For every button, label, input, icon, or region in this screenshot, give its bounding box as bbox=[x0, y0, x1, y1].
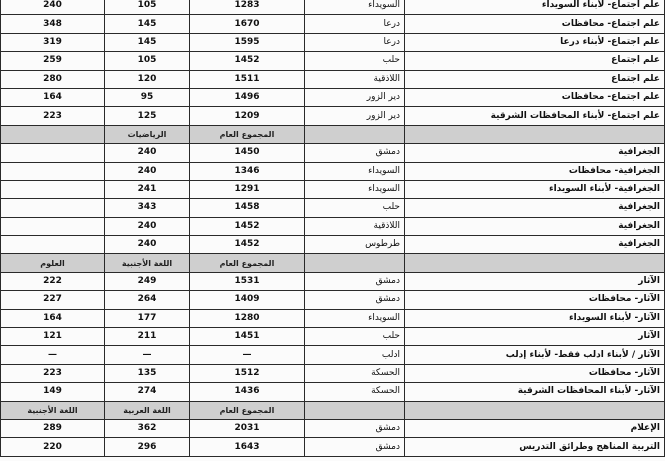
total-score: 1209 bbox=[190, 107, 305, 125]
total-score: 1511 bbox=[190, 70, 305, 88]
total-score: 1291 bbox=[190, 180, 305, 198]
table-row bbox=[1, 383, 665, 401]
total-score: 1458 bbox=[190, 199, 305, 217]
header-specialty bbox=[405, 125, 665, 143]
score-col-1: 105 bbox=[105, 52, 190, 70]
section-header-row bbox=[1, 401, 665, 419]
specialty: الآثار / لأبناء ادلب فقط- لأبناء إدلب bbox=[405, 346, 665, 364]
table-row bbox=[1, 33, 665, 51]
score-col-2: 280 bbox=[1, 70, 105, 88]
score-col-1: 241 bbox=[105, 180, 190, 198]
governorate: الحسكة bbox=[305, 364, 405, 382]
score-col-1: 249 bbox=[105, 272, 190, 290]
score-col-1: 343 bbox=[105, 199, 190, 217]
score-col-1: — bbox=[105, 346, 190, 364]
score-col-1: 362 bbox=[105, 419, 190, 437]
header-specialty bbox=[405, 401, 665, 419]
governorate: دمشق bbox=[305, 419, 405, 437]
specialty: الآثار- لأبناء السويداء bbox=[405, 309, 665, 327]
score-col-2 bbox=[1, 144, 105, 162]
score-col-1: 125 bbox=[105, 107, 190, 125]
specialty: الآثار- محافظات bbox=[405, 364, 665, 382]
score-col-2 bbox=[1, 217, 105, 235]
total-score: — bbox=[190, 346, 305, 364]
header-col-2: العلوم bbox=[1, 254, 105, 272]
governorate: حلب bbox=[305, 199, 405, 217]
governorate: اللاذقية bbox=[305, 70, 405, 88]
score-col-2: 220 bbox=[1, 438, 105, 456]
governorate: ادلب bbox=[305, 346, 405, 364]
table-row bbox=[1, 144, 665, 162]
total-score: 1452 bbox=[190, 52, 305, 70]
specialty: الجغرافية bbox=[405, 144, 665, 162]
specialty: علم اجتماع- محافظات bbox=[405, 88, 665, 106]
total-score: 1450 bbox=[190, 144, 305, 162]
table-row bbox=[1, 180, 665, 198]
table-row bbox=[1, 217, 665, 235]
total-score: 1670 bbox=[190, 15, 305, 33]
specialty: الآثار bbox=[405, 328, 665, 346]
specialty: علم اجتماع- محافظات bbox=[405, 15, 665, 33]
total-score: 1436 bbox=[190, 383, 305, 401]
governorate: اللاذقية bbox=[305, 217, 405, 235]
score-col-2: 289 bbox=[1, 419, 105, 437]
table-row bbox=[1, 272, 665, 290]
total-score: 1451 bbox=[190, 328, 305, 346]
governorate: حلب bbox=[305, 52, 405, 70]
specialty: علم اجتماع- لأبناء درعا bbox=[405, 33, 665, 51]
score-col-2: 222 bbox=[1, 272, 105, 290]
specialty: الإعلام bbox=[405, 419, 665, 437]
total-score: 1512 bbox=[190, 364, 305, 382]
table-row bbox=[1, 15, 665, 33]
score-col-1: 240 bbox=[105, 144, 190, 162]
table-row bbox=[1, 236, 665, 254]
governorate: السويداء bbox=[305, 309, 405, 327]
governorate: السويداء bbox=[305, 180, 405, 198]
governorate: دمشق bbox=[305, 272, 405, 290]
score-col-2: 319 bbox=[1, 33, 105, 51]
score-col-1: 177 bbox=[105, 309, 190, 327]
total-score: 1496 bbox=[190, 88, 305, 106]
governorate: دمشق bbox=[305, 438, 405, 456]
score-col-2: 149 bbox=[1, 383, 105, 401]
governorate: دمشق bbox=[305, 144, 405, 162]
table-row bbox=[1, 88, 665, 106]
score-col-2: 223 bbox=[1, 364, 105, 382]
table-row bbox=[1, 328, 665, 346]
table-row bbox=[1, 364, 665, 382]
total-score: 1346 bbox=[190, 162, 305, 180]
table-row bbox=[1, 309, 665, 327]
total-score: 2031 bbox=[190, 419, 305, 437]
header-col-2 bbox=[1, 125, 105, 143]
specialty: الجغرافية- محافظات bbox=[405, 162, 665, 180]
section-header-row bbox=[1, 125, 665, 143]
header-specialty bbox=[405, 254, 665, 272]
total-score: 1409 bbox=[190, 291, 305, 309]
specialty: الآثار- محافظات bbox=[405, 291, 665, 309]
specialty: علم اجتماع bbox=[405, 70, 665, 88]
governorate: درعا bbox=[305, 15, 405, 33]
header-col-1: اللغة العربية bbox=[105, 401, 190, 419]
governorate: دمشق bbox=[305, 291, 405, 309]
specialty: علم اجتماع bbox=[405, 52, 665, 70]
score-col-1: 95 bbox=[105, 88, 190, 106]
governorate: درعا bbox=[305, 33, 405, 51]
score-col-1: 274 bbox=[105, 383, 190, 401]
governorate: دير الزور bbox=[305, 107, 405, 125]
specialty: علم اجتماع- لأبناء السويداء bbox=[405, 0, 665, 15]
total-score: 1452 bbox=[190, 217, 305, 235]
header-total: المجموع العام bbox=[190, 125, 305, 143]
governorate: الحسكة bbox=[305, 383, 405, 401]
table-row bbox=[1, 419, 665, 437]
score-col-1: 264 bbox=[105, 291, 190, 309]
specialty: الجغرافية bbox=[405, 217, 665, 235]
header-col-1: اللغة الأجنبية bbox=[105, 254, 190, 272]
specialty: الجغرافية- لأبناء السويداء bbox=[405, 180, 665, 198]
section-header-row bbox=[1, 254, 665, 272]
header-governorate bbox=[305, 125, 405, 143]
score-col-2: 240 bbox=[1, 0, 105, 15]
score-col-2: 121 bbox=[1, 328, 105, 346]
specialty: الجغرافية bbox=[405, 236, 665, 254]
score-col-1: 145 bbox=[105, 33, 190, 51]
table-row bbox=[1, 346, 665, 364]
header-total: المجموع العام bbox=[190, 401, 305, 419]
score-col-2: 259 bbox=[1, 52, 105, 70]
governorate: حلب bbox=[305, 328, 405, 346]
specialty: علم اجتماع- لأبناء المحافظات الشرقية bbox=[405, 107, 665, 125]
score-col-1: 240 bbox=[105, 162, 190, 180]
score-col-1: 105 bbox=[105, 0, 190, 15]
table-row bbox=[1, 291, 665, 309]
total-score: 1280 bbox=[190, 309, 305, 327]
specialty: الآثار- لأبناء المحافظات الشرقية bbox=[405, 383, 665, 401]
score-col-2 bbox=[1, 162, 105, 180]
governorate: السويداء bbox=[305, 162, 405, 180]
specialty: الآثار bbox=[405, 272, 665, 290]
total-score: 1531 bbox=[190, 272, 305, 290]
score-col-2: 164 bbox=[1, 309, 105, 327]
table-row bbox=[1, 70, 665, 88]
governorate: طرطوس bbox=[305, 236, 405, 254]
total-score: 1283 bbox=[190, 0, 305, 15]
header-governorate bbox=[305, 401, 405, 419]
score-col-2: 348 bbox=[1, 15, 105, 33]
score-col-2: 164 bbox=[1, 88, 105, 106]
score-col-2: 223 bbox=[1, 107, 105, 125]
table-row bbox=[1, 438, 665, 456]
specialty: الجغرافية bbox=[405, 199, 665, 217]
score-col-1: 211 bbox=[105, 328, 190, 346]
table-row bbox=[1, 52, 665, 70]
score-col-1: 240 bbox=[105, 217, 190, 235]
score-col-1: 145 bbox=[105, 15, 190, 33]
total-score: 1595 bbox=[190, 33, 305, 51]
governorate: السويداء bbox=[305, 0, 405, 15]
governorate: دير الزور bbox=[305, 88, 405, 106]
score-col-2: — bbox=[1, 346, 105, 364]
score-col-2: 227 bbox=[1, 291, 105, 309]
score-col-2 bbox=[1, 180, 105, 198]
score-col-1: 135 bbox=[105, 364, 190, 382]
table-row bbox=[1, 0, 665, 15]
table-row bbox=[1, 199, 665, 217]
table-row bbox=[1, 162, 665, 180]
table-body bbox=[1, 0, 665, 456]
table-row bbox=[1, 107, 665, 125]
specialty: التربية المناهج وطرائق التدريس bbox=[405, 438, 665, 456]
score-col-1: 296 bbox=[105, 438, 190, 456]
header-governorate bbox=[305, 254, 405, 272]
score-col-2 bbox=[1, 199, 105, 217]
score-col-1: 240 bbox=[105, 236, 190, 254]
total-score: 1643 bbox=[190, 438, 305, 456]
header-col-2: اللغة الأجنبية bbox=[1, 401, 105, 419]
score-col-1: 120 bbox=[105, 70, 190, 88]
total-score: 1452 bbox=[190, 236, 305, 254]
header-col-1: الرياضيات bbox=[105, 125, 190, 143]
header-total: المجموع العام bbox=[190, 254, 305, 272]
score-col-2 bbox=[1, 236, 105, 254]
